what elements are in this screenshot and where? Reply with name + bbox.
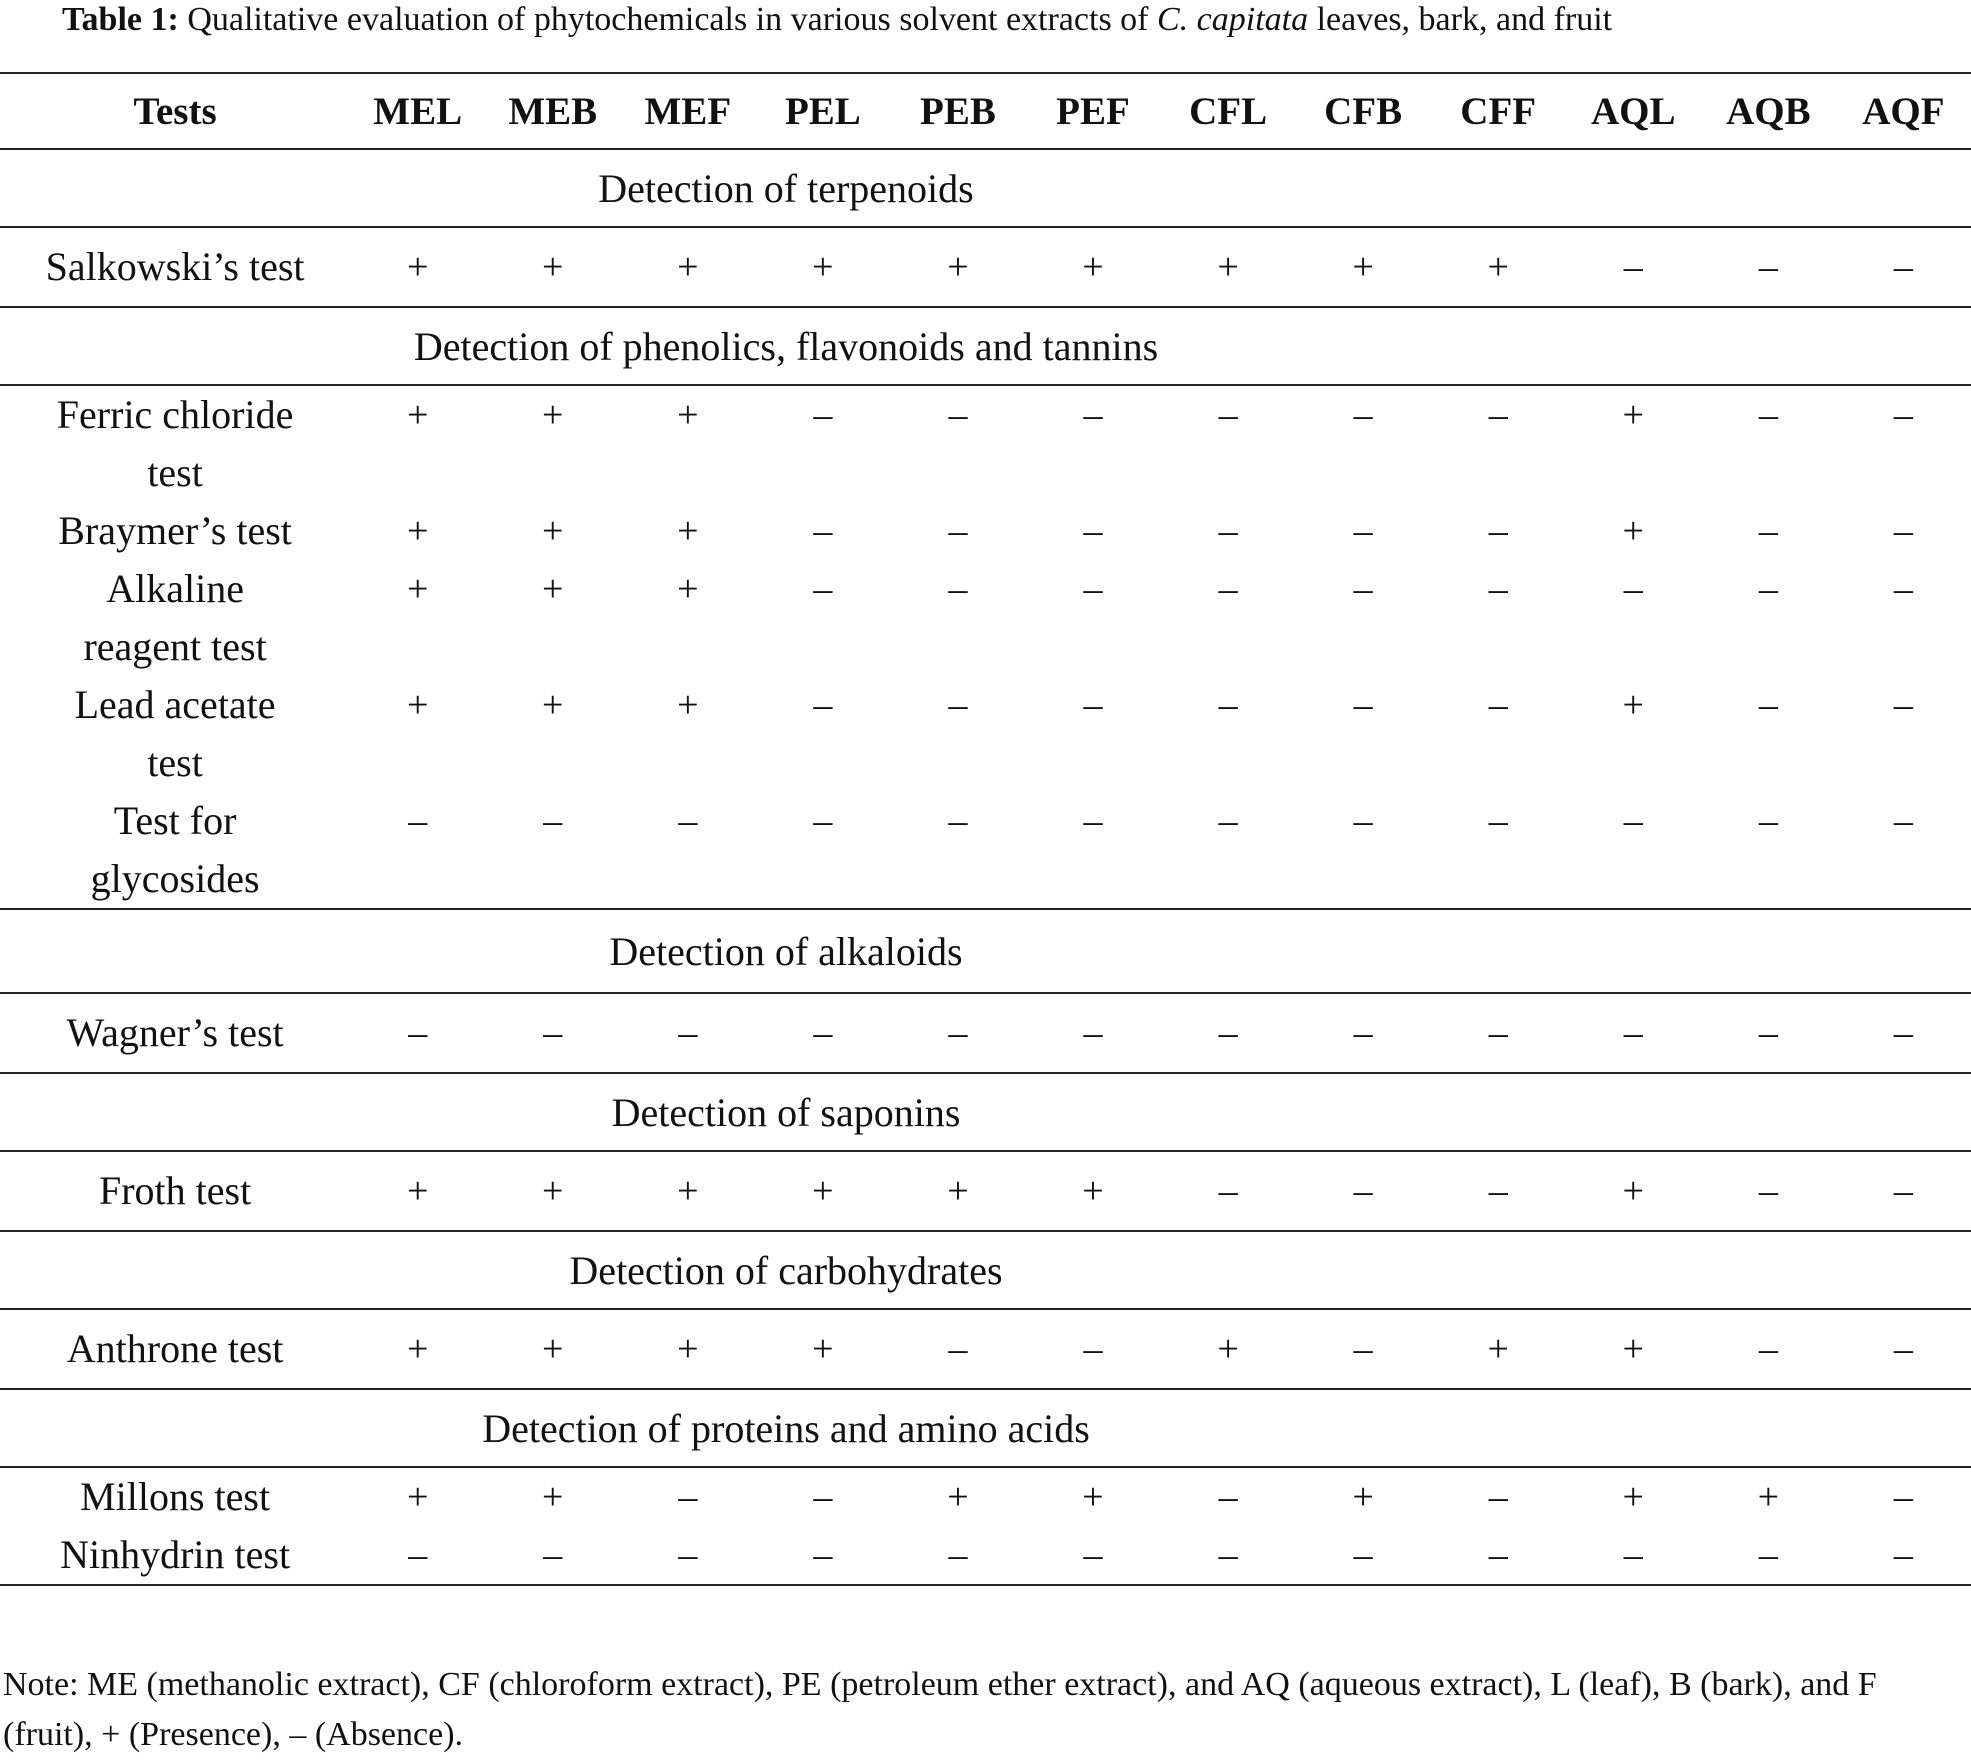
- result-cell-cff: –: [1431, 1151, 1566, 1231]
- result-cell-peb: –: [890, 1309, 1025, 1389]
- result-cell-peb: +: [890, 1151, 1025, 1231]
- result-cell-aqf: –: [1836, 1526, 1971, 1585]
- caption-label: Table 1:: [62, 1, 179, 38]
- test-name-cell: [0, 1467, 350, 1526]
- result-cell-pel: +: [755, 1151, 890, 1231]
- result-cell-aqf: –: [1893, 510, 1913, 552]
- result-cell-mel: +: [350, 1151, 485, 1231]
- header-col-cfl: CFL: [1161, 73, 1296, 149]
- result-cell-cff: –: [1431, 792, 1566, 909]
- result-cell-mef: +: [677, 394, 699, 436]
- test-name-line: reagent test: [83, 624, 267, 669]
- caption-text-before: Qualitative evaluation of phytochemicals in various solvent extracts of: [178, 1, 1157, 38]
- result-cell-cfb: –: [1296, 1526, 1431, 1585]
- section-title: Detection of alkaloids: [609, 928, 963, 974]
- result-cell-aqf: –: [1893, 568, 1913, 610]
- table-row: [0, 1526, 1971, 1585]
- table-row: [0, 502, 1971, 560]
- result-cell-peb: –: [948, 394, 968, 436]
- test-name-line: glycosides: [90, 856, 260, 901]
- test-name-cell: [0, 1309, 350, 1389]
- header-col-mel: MEL: [350, 73, 485, 149]
- test-name-line: Wagner’s test: [66, 1010, 284, 1055]
- result-cell-cff: –: [1488, 1476, 1508, 1518]
- header-col-peb: PEB: [890, 73, 1025, 149]
- result-cell-mel: –: [350, 1526, 485, 1585]
- result-cell-aqb: –: [1701, 1526, 1836, 1585]
- test-name-line: test: [147, 740, 203, 785]
- result-cell-aqb: –: [1701, 227, 1836, 307]
- section-title: Detection of phenolics, flavonoids and tannins: [413, 323, 1159, 369]
- result-cell-mel: –: [350, 792, 485, 909]
- result-cell-cfl: –: [1218, 1476, 1238, 1518]
- result-cell-pef: –: [1083, 684, 1103, 726]
- result-cell-aqf: –: [1836, 792, 1971, 909]
- result-cell-cfb: –: [1296, 1309, 1431, 1389]
- section-title: Detection of terpenoids: [598, 165, 974, 211]
- section-title: Detection of saponins: [611, 1089, 961, 1135]
- result-cell-meb: +: [542, 568, 564, 610]
- result-cell-meb: +: [542, 1476, 564, 1518]
- result-cell-peb: –: [948, 568, 968, 610]
- section-header-row: [0, 149, 1971, 227]
- result-cell-pef: –: [1025, 993, 1160, 1073]
- result-cell-aql: +: [1566, 1309, 1701, 1389]
- test-name-line: Millons test: [80, 1474, 271, 1519]
- result-cell-pel: –: [755, 792, 890, 909]
- result-cell-peb: –: [948, 684, 968, 726]
- result-cell-pef: –: [1025, 792, 1160, 909]
- result-cell-aqb: –: [1758, 568, 1778, 610]
- result-cell-cff: +: [1431, 227, 1566, 307]
- test-name-line: Anthrone test: [66, 1326, 284, 1371]
- result-cell-meb: +: [485, 1309, 620, 1389]
- result-cell-aql: +: [1622, 394, 1644, 436]
- table-row: [0, 560, 1971, 676]
- test-name-line: Alkaline: [106, 566, 244, 611]
- test-name-line: Lead acetate: [74, 682, 276, 727]
- result-cell-pel: –: [813, 684, 833, 726]
- table-header-row: [0, 73, 1971, 149]
- result-cell-cff: –: [1431, 1526, 1566, 1585]
- result-cell-pef: –: [1083, 510, 1103, 552]
- result-cell-meb: +: [542, 394, 564, 436]
- result-cell-aql: +: [1622, 1476, 1644, 1518]
- header-col-aql: AQL: [1566, 73, 1701, 149]
- test-name-cell: [0, 792, 350, 909]
- result-cell-aql: –: [1566, 993, 1701, 1073]
- result-cell-mel: –: [350, 993, 485, 1073]
- section-header-row: [0, 909, 1971, 993]
- result-cell-cff: –: [1488, 684, 1508, 726]
- result-cell-cfl: –: [1218, 684, 1238, 726]
- table-row: [0, 385, 1971, 502]
- result-cell-aqb: –: [1701, 1151, 1836, 1231]
- result-cell-aqf: –: [1836, 227, 1971, 307]
- result-cell-aql: –: [1623, 568, 1643, 610]
- result-cell-mef: –: [620, 792, 755, 909]
- header-col-cfb: CFB: [1296, 73, 1431, 149]
- result-cell-peb: –: [890, 792, 1025, 909]
- section-header-row: [0, 307, 1971, 385]
- result-cell-cfb: +: [1352, 1476, 1374, 1518]
- result-cell-aqb: –: [1758, 684, 1778, 726]
- section-header-row: [0, 1231, 1971, 1309]
- result-cell-aqf: –: [1893, 394, 1913, 436]
- result-cell-pel: –: [813, 568, 833, 610]
- result-cell-mel: +: [350, 1309, 485, 1389]
- test-name-line: Salkowski’s test: [45, 244, 305, 289]
- test-name-cell: [0, 385, 350, 502]
- result-cell-aqb: –: [1701, 1309, 1836, 1389]
- result-cell-mef: +: [677, 568, 699, 610]
- test-name-line: Ninhydrin test: [60, 1532, 291, 1577]
- result-cell-cfl: –: [1161, 1151, 1296, 1231]
- section-header-row: [0, 1073, 1971, 1151]
- result-cell-mef: –: [620, 993, 755, 1073]
- result-cell-meb: –: [485, 993, 620, 1073]
- result-cell-pel: +: [755, 227, 890, 307]
- result-cell-mef: –: [620, 1526, 755, 1585]
- result-cell-cfl: –: [1161, 792, 1296, 909]
- result-cell-pef: –: [1083, 394, 1103, 436]
- result-cell-meb: +: [542, 510, 564, 552]
- result-cell-cfb: –: [1296, 993, 1431, 1073]
- result-cell-pef: –: [1083, 568, 1103, 610]
- result-cell-aql: +: [1622, 510, 1644, 552]
- result-cell-cfl: +: [1161, 227, 1296, 307]
- result-cell-mef: +: [620, 227, 755, 307]
- result-cell-pel: +: [755, 1309, 890, 1389]
- result-cell-pel: –: [813, 394, 833, 436]
- header-tests: Tests: [0, 73, 350, 149]
- section-title: Detection of proteins and amino acids: [482, 1405, 1090, 1451]
- result-cell-peb: –: [890, 1526, 1025, 1585]
- header-col-cff: CFF: [1431, 73, 1566, 149]
- result-cell-meb: +: [485, 227, 620, 307]
- header-col-mef: MEF: [620, 73, 755, 149]
- result-cell-pel: –: [755, 993, 890, 1073]
- result-cell-aqb: –: [1758, 394, 1778, 436]
- result-cell-mef: +: [620, 1309, 755, 1389]
- result-cell-aql: +: [1622, 684, 1644, 726]
- test-name-cell: [0, 676, 350, 792]
- result-cell-meb: +: [542, 684, 564, 726]
- result-cell-mef: +: [677, 510, 699, 552]
- table-row: [0, 792, 1971, 909]
- result-cell-pel: –: [813, 1476, 833, 1518]
- result-cell-peb: +: [947, 1476, 969, 1518]
- result-cell-cff: –: [1488, 510, 1508, 552]
- table-row: [0, 227, 1971, 307]
- test-name-cell: [0, 1151, 350, 1231]
- result-cell-cff: +: [1431, 1309, 1566, 1389]
- result-cell-aql: +: [1566, 1151, 1701, 1231]
- result-cell-cfl: –: [1218, 394, 1238, 436]
- result-cell-cff: –: [1488, 568, 1508, 610]
- result-cell-peb: –: [890, 993, 1025, 1073]
- result-cell-cff: –: [1431, 993, 1566, 1073]
- result-cell-aql: –: [1566, 1526, 1701, 1585]
- result-cell-aqf: –: [1893, 684, 1913, 726]
- result-cell-mef: +: [620, 1151, 755, 1231]
- result-cell-pef: –: [1025, 1309, 1160, 1389]
- result-cell-pel: –: [755, 1526, 890, 1585]
- table-row: [0, 1467, 1971, 1526]
- table-row: [0, 1309, 1971, 1389]
- result-cell-aqb: –: [1701, 792, 1836, 909]
- result-cell-pel: –: [813, 510, 833, 552]
- table-row: [0, 1151, 1971, 1231]
- result-cell-mel: +: [350, 227, 485, 307]
- result-cell-mel: +: [406, 684, 429, 726]
- result-cell-mel: +: [406, 510, 429, 552]
- result-cell-mel: +: [406, 568, 429, 610]
- result-cell-mel: +: [406, 394, 429, 436]
- result-cell-cfl: –: [1161, 1526, 1296, 1585]
- result-cell-mef: +: [677, 684, 699, 726]
- result-cell-meb: +: [485, 1151, 620, 1231]
- result-cell-aqf: –: [1836, 1309, 1971, 1389]
- result-cell-aqf: –: [1836, 993, 1971, 1073]
- result-cell-cfl: –: [1218, 510, 1238, 552]
- result-cell-cfb: –: [1353, 568, 1373, 610]
- result-cell-aqb: +: [1757, 1476, 1780, 1518]
- table-note: Note: ME (methanolic extract), CF (chloroform extract), PE (petroleum ether extract), and AQ (aqueous extract), L (leaf), B (bark), and F (fruit), + (Presence), – (Absence).: [3, 1666, 1877, 1753]
- test-name-line: test: [147, 450, 203, 495]
- caption-text-after: leaves, bark, and fruit: [1308, 1, 1613, 38]
- phytochemical-table: [0, 72, 1971, 1586]
- result-cell-aql: –: [1566, 792, 1701, 909]
- header-col-pel: PEL: [755, 73, 890, 149]
- result-cell-cfb: –: [1296, 1151, 1431, 1231]
- test-name-line: Ferric chloride: [56, 392, 294, 437]
- header-col-aqb: AQB: [1701, 73, 1836, 149]
- result-cell-mef: –: [678, 1476, 698, 1518]
- test-name-line: Froth test: [98, 1168, 252, 1213]
- result-cell-cfb: –: [1353, 684, 1373, 726]
- test-name-cell: [0, 993, 350, 1073]
- test-name-cell: [0, 560, 350, 676]
- table-caption: [0, 0, 1971, 44]
- section-title: Detection of carbohydrates: [569, 1247, 1003, 1293]
- test-name-line: Test for: [113, 798, 237, 843]
- result-cell-aqf: –: [1836, 1151, 1971, 1231]
- table-row: [0, 993, 1971, 1073]
- test-name-line: Braymer’s test: [58, 508, 292, 553]
- header-col-pef: PEF: [1025, 73, 1160, 149]
- result-cell-cff: –: [1488, 394, 1508, 436]
- caption-species: C. capitata: [1157, 1, 1309, 38]
- test-name-cell: [0, 227, 350, 307]
- result-cell-peb: +: [890, 227, 1025, 307]
- result-cell-cfl: –: [1218, 568, 1238, 610]
- test-name-cell: [0, 502, 350, 560]
- header-col-meb: MEB: [485, 73, 620, 149]
- table-row: [0, 676, 1971, 792]
- table-body: [0, 149, 1971, 1585]
- result-cell-cfb: –: [1353, 394, 1373, 436]
- result-cell-cfb: –: [1353, 510, 1373, 552]
- result-cell-cfb: +: [1296, 227, 1431, 307]
- result-cell-aqf: –: [1893, 1476, 1913, 1518]
- result-cell-meb: –: [485, 792, 620, 909]
- test-name-cell: [0, 1526, 350, 1585]
- result-cell-pef: +: [1025, 1151, 1160, 1231]
- result-cell-cfb: –: [1296, 792, 1431, 909]
- result-cell-aql: –: [1566, 227, 1701, 307]
- result-cell-cfl: +: [1161, 1309, 1296, 1389]
- result-cell-peb: –: [948, 510, 968, 552]
- header-col-aqf: AQF: [1836, 73, 1971, 149]
- section-header-row: [0, 1389, 1971, 1467]
- result-cell-pef: +: [1025, 227, 1160, 307]
- result-cell-aqb: –: [1701, 993, 1836, 1073]
- result-cell-pef: +: [1082, 1476, 1104, 1518]
- result-cell-aqb: –: [1758, 510, 1778, 552]
- result-cell-cfl: –: [1161, 993, 1296, 1073]
- result-cell-mel: +: [406, 1476, 429, 1518]
- result-cell-pef: –: [1025, 1526, 1160, 1585]
- result-cell-meb: –: [485, 1526, 620, 1585]
